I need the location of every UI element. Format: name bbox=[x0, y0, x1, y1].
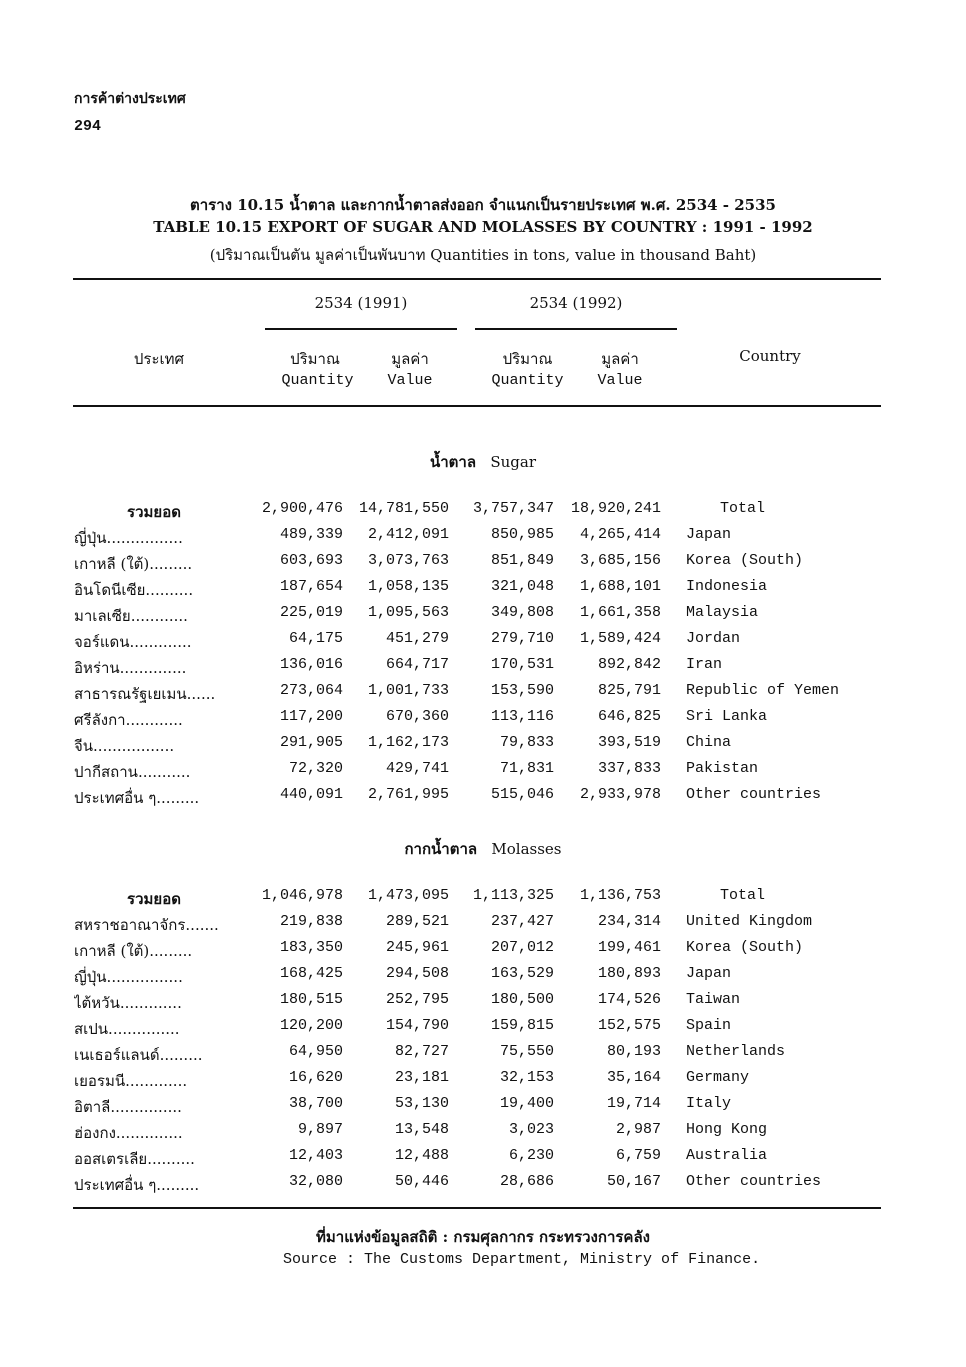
country-thai-cell: ศรีลังกา............ bbox=[74, 711, 183, 729]
value-1992-cell: 2,987 bbox=[615, 1121, 661, 1138]
quantity-1992-cell: 851,849 bbox=[490, 552, 554, 569]
quantity-1992-cell: 180,500 bbox=[490, 991, 554, 1008]
value-1991-cell: 1,095,563 bbox=[367, 604, 449, 621]
quantity-1992-cell: 237,427 bbox=[490, 913, 554, 930]
quantity-1991-cell: 168,425 bbox=[279, 965, 343, 982]
value-1992-cell: 180,893 bbox=[597, 965, 661, 982]
value-1992-cell: 337,833 bbox=[597, 760, 661, 777]
value-1991-cell: 664,717 bbox=[385, 656, 449, 673]
quantity-1992-cell: 321,048 bbox=[490, 578, 554, 595]
country-english-cell: Japan bbox=[686, 965, 732, 982]
country-english-cell: Australia bbox=[686, 1147, 768, 1164]
quantity-1991-cell: 16,620 bbox=[288, 1069, 343, 1086]
quantity-1992-cell: 71,831 bbox=[499, 760, 554, 777]
country-english-cell: Korea (South) bbox=[686, 552, 804, 569]
table-row bbox=[0, 786, 966, 812]
country-english-cell: Other countries bbox=[686, 1173, 822, 1190]
quantity-1992-cell: 3,023 bbox=[508, 1121, 554, 1138]
country-thai-cell: อิตาลี............... bbox=[74, 1098, 182, 1116]
country-thai-cell: เนเธอร์แลนด์......... bbox=[74, 1046, 203, 1064]
page-header-label: การค้าต่างประเทศ bbox=[74, 91, 186, 107]
sugar-total-row bbox=[0, 500, 966, 526]
country-thai-cell: ไต้หวัน............. bbox=[74, 994, 182, 1012]
country-english-cell: Taiwan bbox=[686, 991, 741, 1008]
value-1992-cell: 4,265,414 bbox=[579, 526, 661, 543]
sugar-section-heading bbox=[0, 450, 966, 474]
country-thai-cell: เยอรมนี............. bbox=[74, 1072, 188, 1090]
value-1992-cell: 174,526 bbox=[597, 991, 661, 1008]
country-thai-cell: จีน................. bbox=[74, 737, 175, 755]
table-row bbox=[0, 1095, 966, 1121]
quantity-1991-cell: 273,064 bbox=[279, 682, 343, 699]
table-row bbox=[0, 578, 966, 604]
value-1991-cell: 1,473,095 bbox=[367, 887, 449, 904]
country-thai-cell: เกาหลี (ใต้)......... bbox=[74, 555, 193, 573]
country-english-cell: Japan bbox=[686, 526, 732, 543]
country-thai-cell: ประเทศอื่น ๆ......... bbox=[74, 789, 200, 807]
country-thai-column-header: ประเทศ bbox=[133, 350, 185, 368]
quantity-1992-cell: 1,113,325 bbox=[472, 887, 554, 904]
country-english-cell: Other countries bbox=[686, 786, 822, 803]
country-english-column-header: Country bbox=[739, 347, 801, 365]
country-english-cell: Jordan bbox=[686, 630, 741, 647]
table-row bbox=[0, 552, 966, 578]
country-english-cell: Spain bbox=[686, 1017, 732, 1034]
value-1991-cell: 451,279 bbox=[385, 630, 449, 647]
quantity-1991-thai-header: ปริมาณ bbox=[290, 350, 340, 368]
quantity-1991-cell: 64,175 bbox=[288, 630, 343, 647]
quantity-1991-header: Quantity bbox=[281, 372, 354, 389]
value-1991-cell: 82,727 bbox=[394, 1043, 449, 1060]
quantity-1992-cell: 6,230 bbox=[508, 1147, 554, 1164]
country-thai-cell: สหราชอาณาจักร....... bbox=[74, 916, 219, 934]
value-1992-cell: 1,661,358 bbox=[579, 604, 661, 621]
quantity-1991-cell: 440,091 bbox=[279, 786, 343, 803]
country-english-cell: Korea (South) bbox=[686, 939, 804, 956]
country-thai-cell: สเปน............... bbox=[74, 1020, 180, 1038]
molasses-total-row bbox=[0, 887, 966, 913]
value-1991-cell: 13,548 bbox=[394, 1121, 449, 1138]
molasses-section-heading bbox=[0, 837, 966, 861]
value-1992-thai-header: มูลค่า bbox=[601, 350, 639, 368]
value-1991-cell: 429,741 bbox=[385, 760, 449, 777]
value-1991-cell: 670,360 bbox=[385, 708, 449, 725]
value-1992-cell: 19,714 bbox=[606, 1095, 661, 1112]
table-row bbox=[0, 734, 966, 760]
quantity-1991-cell: 9,897 bbox=[297, 1121, 343, 1138]
value-1991-cell: 14,781,550 bbox=[358, 500, 449, 517]
sugar-heading-english: Sugar bbox=[490, 453, 536, 471]
table-title-english: TABLE 10.15 EXPORT OF SUGAR AND MOLASSES BY COUNTRY : 1991 - 1992 bbox=[153, 218, 813, 236]
table-row bbox=[0, 991, 966, 1017]
country-english-cell: Pakistan bbox=[686, 760, 759, 777]
country-english-cell: Indonesia bbox=[686, 578, 768, 595]
value-1991-header: Value bbox=[387, 372, 433, 389]
value-1992-header: Value bbox=[597, 372, 643, 389]
table-row bbox=[0, 1173, 966, 1199]
country-thai-cell: ออสเตรเลีย.......... bbox=[74, 1150, 195, 1168]
value-1992-cell: 6,759 bbox=[615, 1147, 661, 1164]
value-1992-cell: 2,933,978 bbox=[579, 786, 661, 803]
quantity-1992-cell: 79,833 bbox=[499, 734, 554, 751]
source-note-english: Source : The Customs Department, Ministry of Finance. bbox=[283, 1251, 761, 1268]
quantity-1992-cell: 850,985 bbox=[490, 526, 554, 543]
value-1991-cell: 289,521 bbox=[385, 913, 449, 930]
country-english-cell: Iran bbox=[686, 656, 723, 673]
value-1991-cell: 294,508 bbox=[385, 965, 449, 982]
table-bottom-rule bbox=[73, 1207, 881, 1209]
value-1991-thai-header: มูลค่า bbox=[391, 350, 429, 368]
value-1991-cell: 2,412,091 bbox=[367, 526, 449, 543]
table-row bbox=[0, 604, 966, 630]
quantity-1992-cell: 32,153 bbox=[499, 1069, 554, 1086]
value-1991-cell: 252,795 bbox=[385, 991, 449, 1008]
year-1992-header: 2534 (1992) bbox=[529, 294, 623, 312]
quantity-1991-cell: 219,838 bbox=[279, 913, 343, 930]
country-thai-cell: เกาหลี (ใต้)......... bbox=[74, 942, 193, 960]
quantity-1991-cell: 187,654 bbox=[279, 578, 343, 595]
quantity-1992-cell: 19,400 bbox=[499, 1095, 554, 1112]
table-row bbox=[0, 1069, 966, 1095]
page-number: 294 bbox=[74, 118, 102, 135]
year-1991-header: 2534 (1991) bbox=[314, 294, 408, 312]
value-1991-cell: 2,761,995 bbox=[367, 786, 449, 803]
table-top-rule bbox=[73, 278, 881, 280]
table-header-rule bbox=[73, 405, 881, 407]
country-english-cell: Republic of Yemen bbox=[686, 682, 840, 699]
year-1992-underline bbox=[475, 328, 677, 330]
table-row bbox=[0, 1017, 966, 1043]
value-1992-cell: 892,842 bbox=[597, 656, 661, 673]
value-1992-cell: 152,575 bbox=[597, 1017, 661, 1034]
table-row bbox=[0, 939, 966, 965]
country-english-cell: China bbox=[686, 734, 732, 751]
quantity-1991-cell: 72,320 bbox=[288, 760, 343, 777]
country-thai-cell: มาเลเซีย............ bbox=[74, 607, 188, 625]
country-english-cell: Total bbox=[719, 887, 765, 904]
country-thai-cell: สาธารณรัฐเยเมน...... bbox=[74, 685, 216, 703]
table-row bbox=[0, 1121, 966, 1147]
molasses-heading-thai: กากน้ำตาล bbox=[404, 840, 478, 858]
quantity-1991-cell: 1,046,978 bbox=[261, 887, 343, 904]
value-1992-cell: 1,136,753 bbox=[579, 887, 661, 904]
quantity-1991-cell: 489,339 bbox=[279, 526, 343, 543]
quantity-1992-header: Quantity bbox=[491, 372, 564, 389]
country-english-cell: United Kingdom bbox=[686, 913, 813, 930]
source-note-thai: ที่มาแห่งข้อมูลสถิติ : กรมศุลกากร กระทรวงการคลัง bbox=[316, 1228, 650, 1246]
quantity-1992-cell: 349,808 bbox=[490, 604, 554, 621]
value-1991-cell: 53,130 bbox=[394, 1095, 449, 1112]
value-1991-cell: 3,073,763 bbox=[367, 552, 449, 569]
table-row bbox=[0, 965, 966, 991]
value-1991-cell: 154,790 bbox=[385, 1017, 449, 1034]
country-english-cell: Netherlands bbox=[686, 1043, 786, 1060]
table-row bbox=[0, 760, 966, 786]
table-units-note: (ปริมาณเป็นตัน มูลค่าเป็นพันบาท Quantities in tons, value in thousand Baht) bbox=[209, 246, 757, 264]
value-1991-cell: 1,162,173 bbox=[367, 734, 449, 751]
quantity-1991-cell: 64,950 bbox=[288, 1043, 343, 1060]
quantity-1991-cell: 32,080 bbox=[288, 1173, 343, 1190]
quantity-1992-cell: 3,757,347 bbox=[472, 500, 554, 517]
quantity-1991-cell: 2,900,476 bbox=[261, 500, 343, 517]
country-thai-cell: อินโดนีเซีย.......... bbox=[74, 581, 194, 599]
value-1992-cell: 80,193 bbox=[606, 1043, 661, 1060]
table-row bbox=[0, 526, 966, 552]
value-1992-cell: 1,589,424 bbox=[579, 630, 661, 647]
quantity-1992-cell: 163,529 bbox=[490, 965, 554, 982]
value-1991-cell: 50,446 bbox=[394, 1173, 449, 1190]
year-1991-underline bbox=[265, 328, 457, 330]
quantity-1992-cell: 159,815 bbox=[490, 1017, 554, 1034]
country-thai-cell: รวมยอด bbox=[127, 503, 181, 521]
quantity-1991-cell: 117,200 bbox=[279, 708, 343, 725]
quantity-1992-cell: 28,686 bbox=[499, 1173, 554, 1190]
value-1992-cell: 18,920,241 bbox=[570, 500, 661, 517]
quantity-1991-cell: 291,905 bbox=[279, 734, 343, 751]
country-english-cell: Hong Kong bbox=[686, 1121, 768, 1138]
sugar-heading-thai: น้ำตาล bbox=[429, 453, 477, 471]
value-1992-cell: 50,167 bbox=[606, 1173, 661, 1190]
table-row bbox=[0, 1043, 966, 1069]
quantity-1992-thai-header: ปริมาณ bbox=[502, 350, 553, 368]
quantity-1991-cell: 38,700 bbox=[288, 1095, 343, 1112]
country-english-cell: Malaysia bbox=[686, 604, 759, 621]
country-thai-cell: ประเทศอื่น ๆ......... bbox=[74, 1176, 200, 1194]
value-1991-cell: 12,488 bbox=[394, 1147, 449, 1164]
table-row bbox=[0, 682, 966, 708]
country-english-cell: Total bbox=[719, 500, 765, 517]
table-row bbox=[0, 630, 966, 656]
value-1991-cell: 1,001,733 bbox=[367, 682, 449, 699]
country-thai-cell: รวมยอด bbox=[127, 890, 181, 908]
quantity-1991-cell: 183,350 bbox=[279, 939, 343, 956]
quantity-1992-cell: 207,012 bbox=[490, 939, 554, 956]
value-1991-cell: 245,961 bbox=[385, 939, 449, 956]
quantity-1991-cell: 12,403 bbox=[288, 1147, 343, 1164]
quantity-1991-cell: 120,200 bbox=[279, 1017, 343, 1034]
table-title-thai: ตาราง 10.15 น้ำตาล และกากน้ำตาลส่งออก จำแนกเป็นรายประเทศ พ.ศ. 2534 - 2535 bbox=[190, 196, 776, 214]
country-thai-cell: อิหร่าน.............. bbox=[74, 659, 187, 677]
value-1992-cell: 1,688,101 bbox=[579, 578, 661, 595]
country-english-cell: Sri Lanka bbox=[686, 708, 768, 725]
value-1992-cell: 393,519 bbox=[597, 734, 661, 751]
quantity-1992-cell: 153,590 bbox=[490, 682, 554, 699]
value-1992-cell: 825,791 bbox=[597, 682, 661, 699]
country-thai-cell: ญี่ปุ่น................ bbox=[74, 968, 183, 986]
table-row bbox=[0, 913, 966, 939]
value-1992-cell: 35,164 bbox=[606, 1069, 661, 1086]
quantity-1992-cell: 170,531 bbox=[490, 656, 554, 673]
value-1992-cell: 3,685,156 bbox=[579, 552, 661, 569]
table-row bbox=[0, 656, 966, 682]
value-1992-cell: 646,825 bbox=[597, 708, 661, 725]
value-1991-cell: 23,181 bbox=[394, 1069, 449, 1086]
country-thai-cell: จอร์แดน............. bbox=[74, 633, 192, 651]
value-1991-cell: 1,058,135 bbox=[367, 578, 449, 595]
table-row bbox=[0, 708, 966, 734]
country-thai-cell: ญี่ปุ่น................ bbox=[74, 529, 183, 547]
molasses-heading-english: Molasses bbox=[491, 840, 562, 858]
value-1992-cell: 199,461 bbox=[597, 939, 661, 956]
country-thai-cell: ฮ่องกง.............. bbox=[74, 1124, 183, 1142]
quantity-1991-cell: 603,693 bbox=[279, 552, 343, 569]
value-1992-cell: 234,314 bbox=[597, 913, 661, 930]
country-thai-cell: ปากีสถาน........... bbox=[74, 763, 191, 781]
quantity-1992-cell: 75,550 bbox=[499, 1043, 554, 1060]
country-english-cell: Germany bbox=[686, 1069, 750, 1086]
quantity-1992-cell: 279,710 bbox=[490, 630, 554, 647]
table-row bbox=[0, 1147, 966, 1173]
quantity-1991-cell: 136,016 bbox=[279, 656, 343, 673]
quantity-1992-cell: 113,116 bbox=[490, 708, 554, 725]
country-english-cell: Italy bbox=[686, 1095, 732, 1112]
quantity-1991-cell: 225,019 bbox=[279, 604, 343, 621]
quantity-1992-cell: 515,046 bbox=[490, 786, 554, 803]
quantity-1991-cell: 180,515 bbox=[279, 991, 343, 1008]
